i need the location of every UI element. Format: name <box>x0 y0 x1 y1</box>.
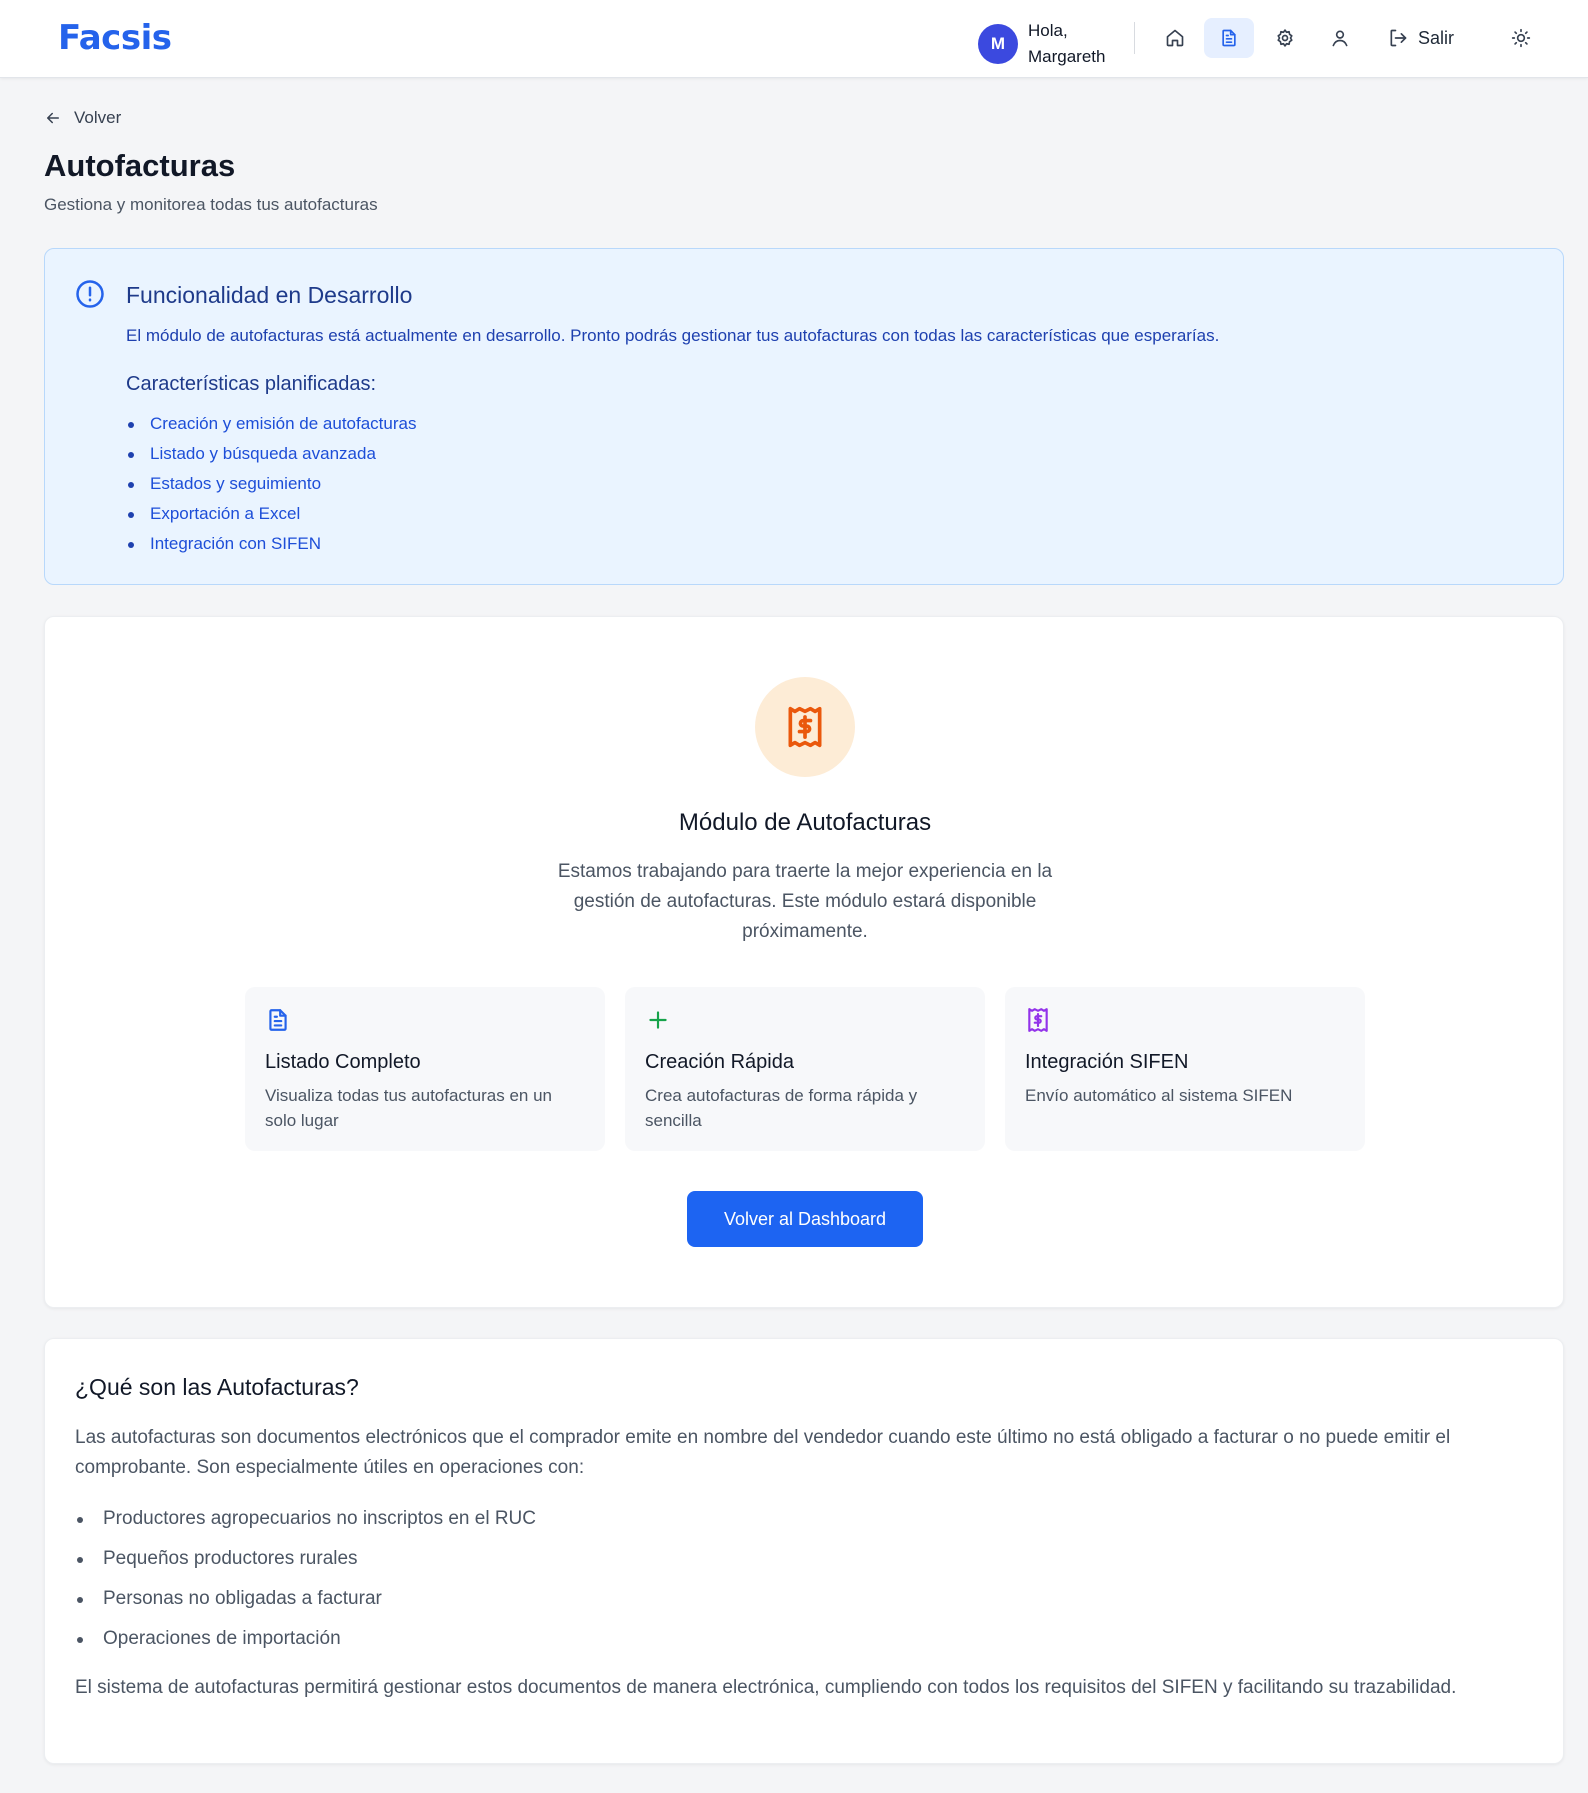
gear-icon <box>1275 28 1295 48</box>
nav-settings-button[interactable] <box>1260 18 1310 58</box>
about-outro: El sistema de autofacturas permitirá gestionar estos documentos de manera electrónica, cumpliendo con todos los requisitos del SIFEN y facilitando su trazabilidad. <box>75 1677 1457 1698</box>
about-intro: Las autofacturas son documentos electrónicos que el comprador emite en nombre del vendedor cuando este último no está obligado a facturar o no puede emitir el comprobante. Son especialmente útiles en operaciones con: <box>75 1427 1451 1478</box>
feature-card-list <box>245 987 605 1151</box>
logout-icon <box>1388 28 1408 48</box>
header-divider <box>1134 22 1135 54</box>
planned-features-heading: Características planificadas: <box>126 373 377 395</box>
greeting-text <box>1028 18 1128 70</box>
nav-home-button[interactable] <box>1150 18 1200 58</box>
about-card <box>44 1338 1564 1764</box>
feature-description: Envío automático al sistema SIFEN <box>1025 1086 1293 1105</box>
sun-icon <box>1511 28 1531 48</box>
avatar[interactable]: M <box>978 24 1018 64</box>
feature-description: Crea autofacturas de forma rápida y sencilla <box>645 1086 918 1130</box>
list-item: Productores agropecuarios no inscriptos en el RUC <box>75 1499 536 1539</box>
feature-title: Creación Rápida <box>645 1051 794 1073</box>
plus-icon <box>645 1007 671 1033</box>
back-label: Volver <box>74 108 122 127</box>
logout-button[interactable] <box>1388 18 1454 58</box>
list-item: Exportación a Excel <box>126 499 416 529</box>
planned-features-list <box>126 409 416 559</box>
user-icon <box>1330 28 1350 48</box>
nav-documents-button[interactable] <box>1204 18 1254 58</box>
notice-description: El módulo de autofacturas está actualmente en desarrollo. Pronto podrás gestionar tus autofacturas con todas las características que esperarías. <box>126 326 1220 345</box>
alert-circle-icon <box>75 279 105 309</box>
list-item: Integración con SIFEN <box>126 529 416 559</box>
back-link[interactable] <box>44 108 121 128</box>
arrow-left-icon <box>44 109 62 127</box>
feature-title: Listado Completo <box>265 1051 421 1073</box>
document-icon <box>265 1007 291 1033</box>
document-icon <box>1219 28 1239 48</box>
list-item: Operaciones de importación <box>75 1619 536 1659</box>
page-subtitle: Gestiona y monitorea todas tus autofacturas <box>44 195 378 214</box>
receipt-dollar-icon <box>783 705 827 749</box>
feature-description: Visualiza todas tus autofacturas en un solo lugar <box>265 1086 552 1130</box>
feature-card-create <box>625 987 985 1151</box>
receipt-dollar-icon <box>1025 1007 1051 1033</box>
feature-card-sifen <box>1005 987 1365 1151</box>
list-item: Estados y seguimiento <box>126 469 416 499</box>
about-list <box>75 1499 536 1659</box>
list-item: Listado y búsqueda avanzada <box>126 439 416 469</box>
app-logo[interactable]: Facsis <box>58 18 172 58</box>
nav-profile-button[interactable] <box>1315 18 1365 58</box>
feature-title: Integración SIFEN <box>1025 1051 1189 1073</box>
module-icon-badge <box>755 677 855 777</box>
page-title: Autofacturas <box>44 148 236 183</box>
list-item: Pequeños productores rurales <box>75 1539 536 1579</box>
home-icon <box>1165 28 1185 48</box>
module-card <box>44 616 1564 1308</box>
module-title: Módulo de Autofacturas <box>678 809 932 836</box>
top-header <box>0 0 1588 78</box>
development-notice <box>44 248 1564 585</box>
greeting-username: Margareth <box>1028 47 1106 66</box>
theme-toggle-button[interactable] <box>1496 18 1546 58</box>
module-description: Estamos trabajando para traerte la mejor experiencia en la gestión de autofacturas. Este módulo estará disponible próximamente. <box>557 861 1053 942</box>
list-item: Creación y emisión de autofacturas <box>126 409 416 439</box>
user-greeting <box>978 18 1128 70</box>
logout-label: Salir <box>1418 27 1455 48</box>
about-title: ¿Qué son las Autofacturas? <box>75 1374 359 1400</box>
back-to-dashboard-button[interactable]: Volver al Dashboard <box>687 1191 923 1247</box>
list-item: Personas no obligadas a facturar <box>75 1579 536 1619</box>
notice-title: Funcionalidad en Desarrollo <box>126 282 413 308</box>
greeting-line1: Hola, <box>1028 21 1068 40</box>
